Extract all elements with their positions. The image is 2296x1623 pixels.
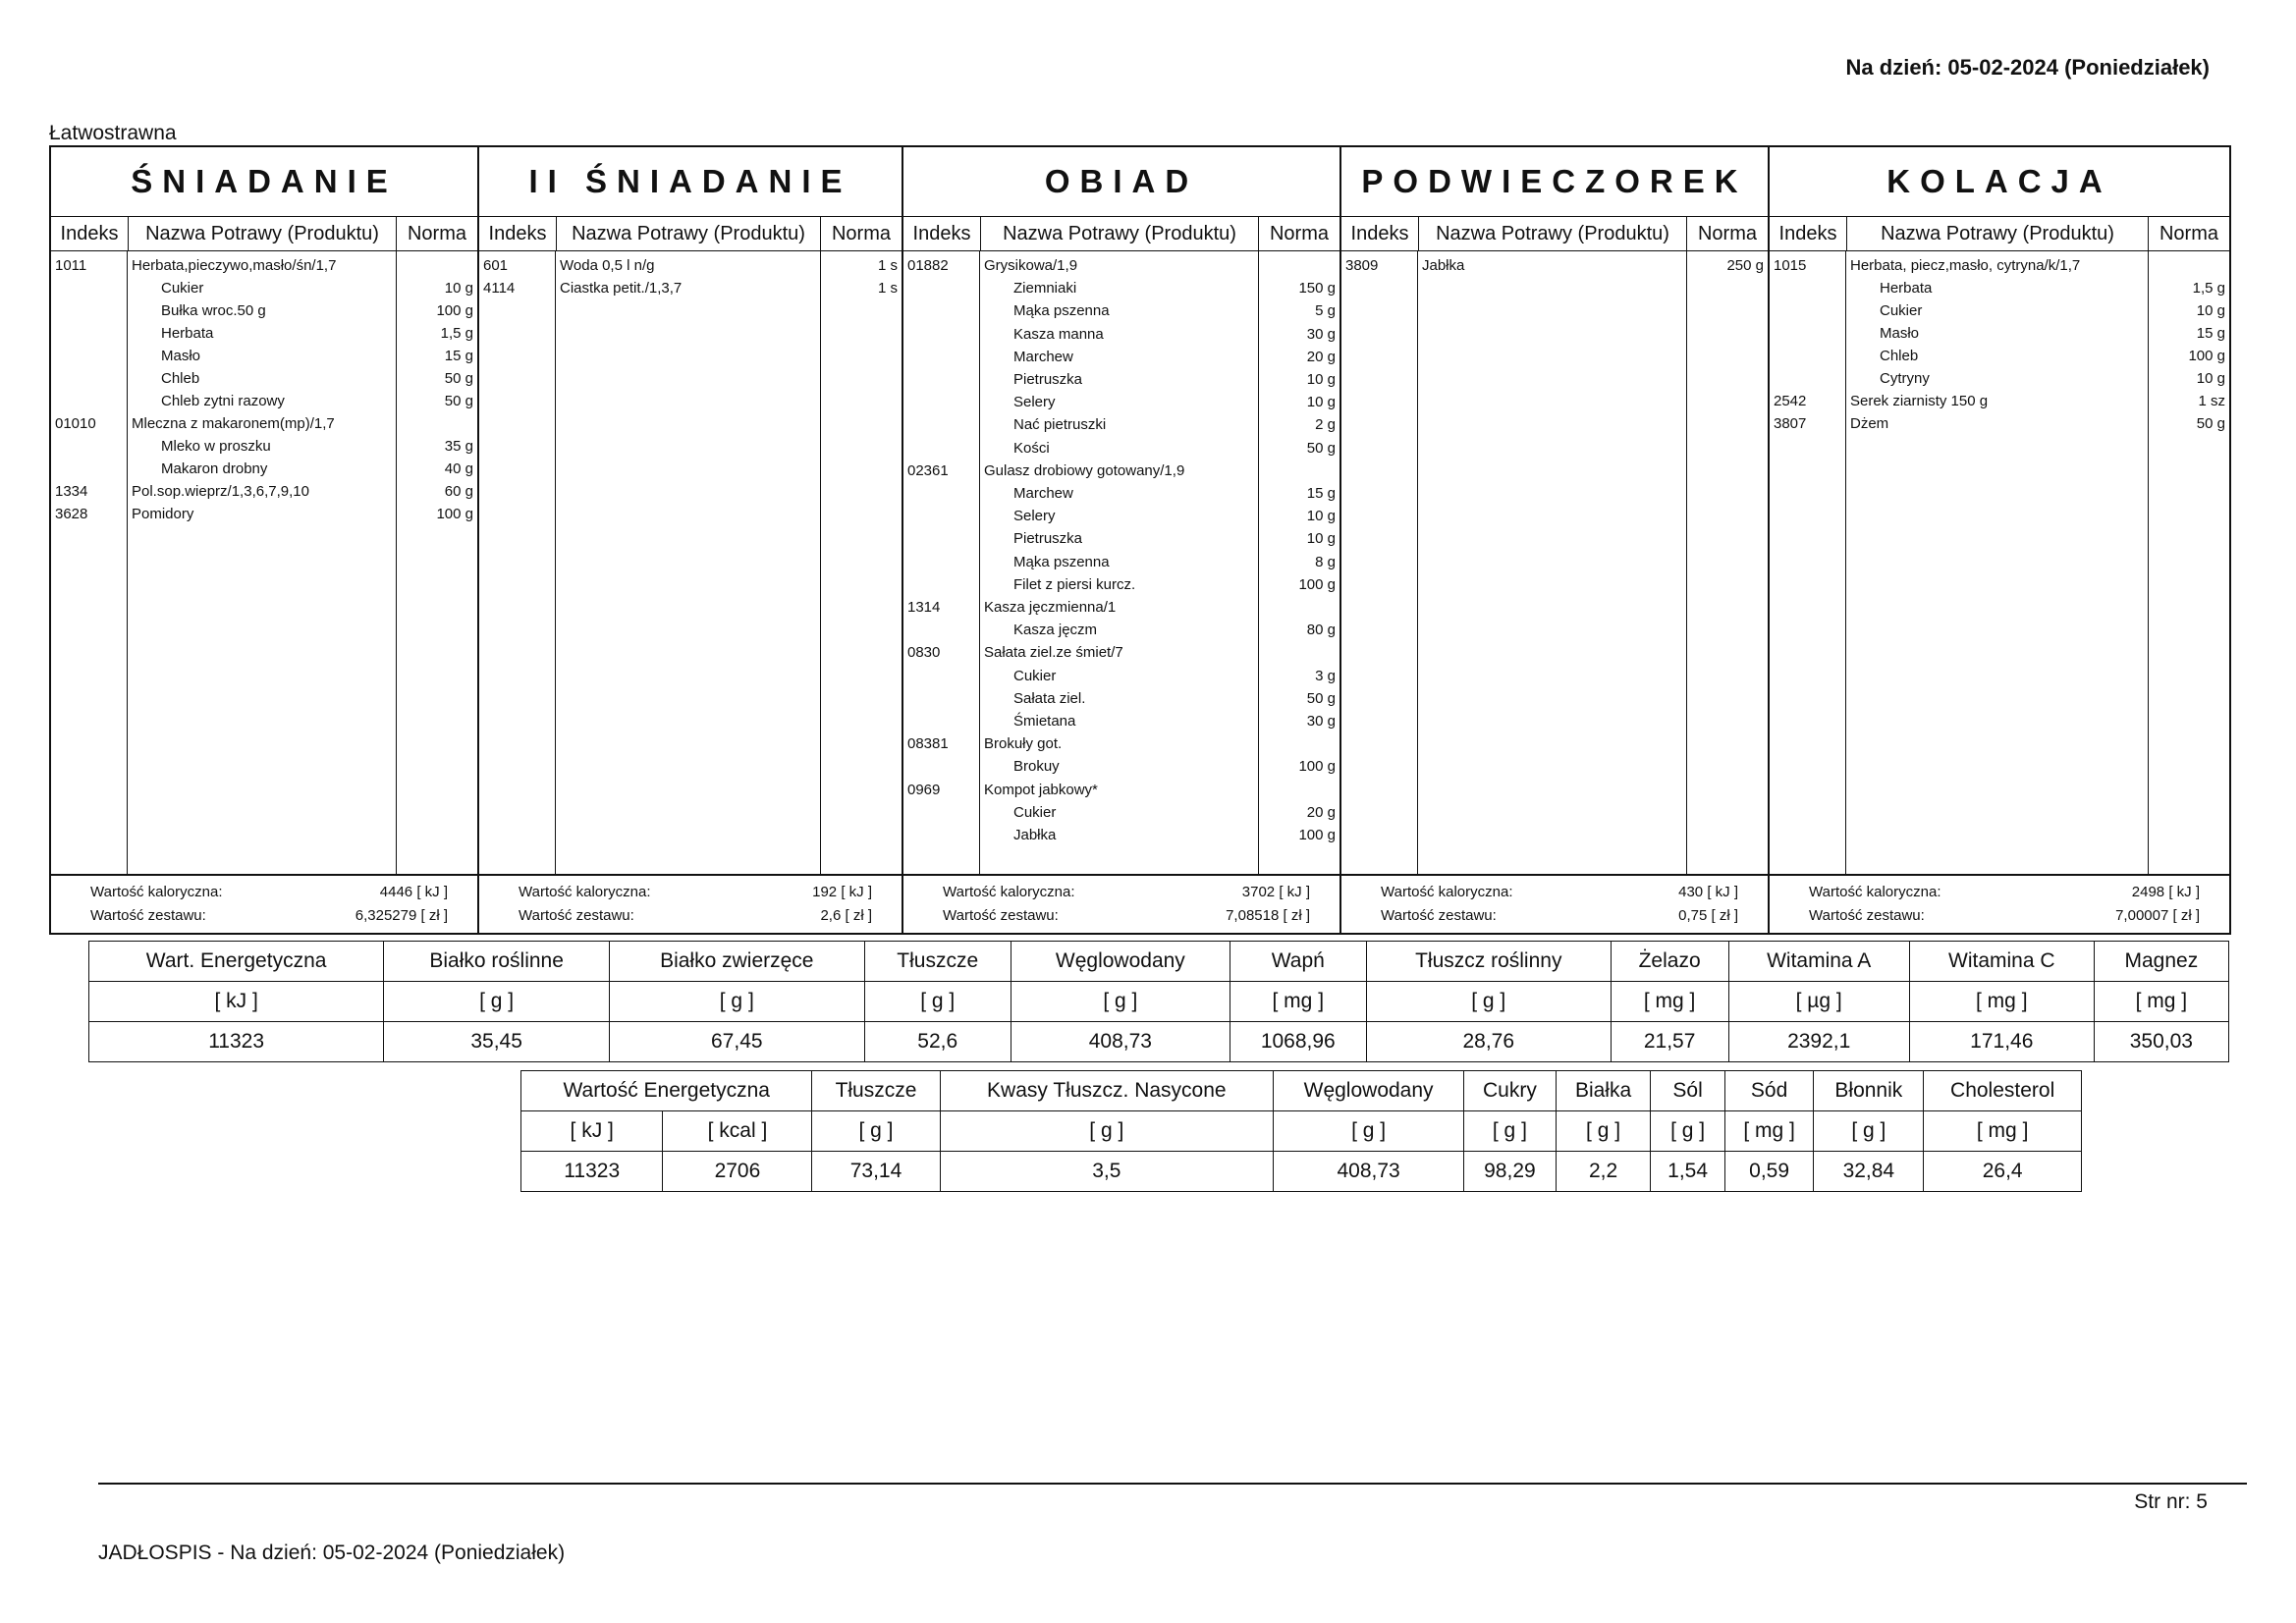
item-name: Chleb bbox=[161, 370, 200, 387]
nutrient-unit: [ g ] bbox=[1814, 1111, 1924, 1152]
cost-value: 2,6 [ zł ] bbox=[820, 907, 872, 924]
item-norm: 3 g bbox=[1315, 667, 1336, 684]
item-index: 2542 bbox=[1774, 393, 1807, 409]
nutrients-unit-row bbox=[521, 1111, 2082, 1152]
item-name: Marchew bbox=[1013, 485, 1073, 502]
cost-value: 7,08518 [ zł ] bbox=[1226, 907, 1310, 924]
nutrients-value-row bbox=[89, 1022, 2229, 1062]
item-norm: 40 g bbox=[444, 460, 473, 477]
cost-label: Wartość zestawu: bbox=[519, 907, 634, 924]
nutrient-unit: [ mg ] bbox=[1230, 982, 1366, 1022]
meal-sniadanie bbox=[51, 147, 479, 933]
nutrient-unit: [ g ] bbox=[384, 982, 610, 1022]
header-norm: Norma bbox=[2159, 222, 2218, 244]
nutrient-value: 1068,96 bbox=[1230, 1022, 1366, 1062]
meal-totals bbox=[903, 874, 1339, 933]
item-name: Pol.sop.wieprz/1,3,6,7,9,10 bbox=[132, 483, 309, 500]
item-name: Cukier bbox=[161, 280, 204, 297]
nutrient-header: Węglowodany bbox=[1274, 1071, 1464, 1111]
item-norm: 50 g bbox=[444, 370, 473, 387]
item-norm: 1,5 g bbox=[440, 325, 473, 342]
kcal-value: 2498 [ kJ ] bbox=[2131, 884, 2200, 900]
item-name: Ciastka petit./1,3,7 bbox=[560, 280, 683, 297]
header-name: Nazwa Potrawy (Produktu) bbox=[981, 217, 1259, 250]
nutrient-header: Witamina C bbox=[1909, 942, 2094, 982]
item-index: 3628 bbox=[55, 506, 88, 522]
item-norm: 100 g bbox=[2188, 348, 2225, 364]
header-norm: Norma bbox=[831, 222, 891, 244]
item-norm: 10 g bbox=[2196, 370, 2225, 387]
item-norm: 50 g bbox=[2196, 415, 2225, 432]
item-index: 01010 bbox=[55, 415, 96, 432]
nutrient-value: 98,29 bbox=[1464, 1152, 1557, 1192]
item-name: Cytryny bbox=[1880, 370, 1930, 387]
item-norm: 10 g bbox=[1306, 394, 1336, 411]
item-index: 01882 bbox=[907, 257, 949, 274]
nutrient-unit: [ g ] bbox=[1274, 1111, 1464, 1152]
item-name: Mleczna z makaronem(mp)/1,7 bbox=[132, 415, 335, 432]
item-name: Bułka wroc.50 g bbox=[161, 302, 266, 319]
item-name: Mleko w proszku bbox=[161, 438, 271, 455]
item-norm: 150 g bbox=[1298, 280, 1336, 298]
index-column bbox=[479, 251, 556, 874]
header-norm: Norma bbox=[1697, 222, 1757, 244]
meal-title: PODWIECZOREK bbox=[1341, 147, 1768, 217]
nutrient-value: 350,03 bbox=[2094, 1022, 2228, 1062]
norm-column bbox=[397, 251, 477, 874]
item-name: Herbata bbox=[161, 325, 214, 342]
item-name: Filet z piersi kurcz. bbox=[1013, 575, 1136, 593]
nutrient-unit: [ g ] bbox=[864, 982, 1011, 1022]
index-column bbox=[1341, 251, 1418, 874]
nutrient-unit: [ µg ] bbox=[1728, 982, 1909, 1022]
nutrient-value: 2706 bbox=[663, 1152, 812, 1192]
item-index: 601 bbox=[483, 257, 509, 274]
nutrient-header: Cukry bbox=[1464, 1071, 1557, 1111]
nutrients-header-row bbox=[89, 942, 2229, 982]
name-column bbox=[1846, 251, 2149, 874]
item-name: Ziemniaki bbox=[1013, 280, 1077, 298]
page-number: Str nr: 5 bbox=[2134, 1490, 2208, 1513]
nutrient-header: Witamina A bbox=[1728, 942, 1909, 982]
meal-items bbox=[479, 251, 902, 874]
kcal-value: 4446 [ kJ ] bbox=[379, 884, 448, 900]
column-headers bbox=[479, 217, 902, 251]
nutrient-unit: [ g ] bbox=[1556, 1111, 1651, 1152]
column-headers bbox=[903, 217, 1339, 251]
item-norm: 1,5 g bbox=[2192, 280, 2225, 297]
item-name: Cukier bbox=[1013, 803, 1057, 821]
item-norm: 10 g bbox=[444, 280, 473, 297]
item-name: Nać pietruszki bbox=[1013, 416, 1107, 434]
nutrient-value: 11323 bbox=[521, 1152, 663, 1192]
nutrient-header: Tłuszcze bbox=[812, 1071, 940, 1111]
item-norm: 35 g bbox=[444, 438, 473, 455]
nutrient-unit: [ mg ] bbox=[1924, 1111, 2082, 1152]
nutrient-value: 28,76 bbox=[1366, 1022, 1611, 1062]
name-column bbox=[556, 251, 821, 874]
footer-title: JADŁOSPIS - Na dzień: 05-02-2024 (Poniedziałek) bbox=[98, 1542, 566, 1564]
item-norm: 8 g bbox=[1315, 553, 1336, 570]
name-column bbox=[1418, 251, 1687, 874]
kcal-value: 430 [ kJ ] bbox=[1678, 884, 1738, 900]
item-index: 1314 bbox=[907, 599, 941, 616]
nutrient-header: Błonnik bbox=[1814, 1071, 1924, 1111]
index-column bbox=[51, 251, 128, 874]
kcal-value: 3702 [ kJ ] bbox=[1241, 884, 1310, 900]
item-norm: 100 g bbox=[1298, 758, 1336, 776]
item-norm: 15 g bbox=[1306, 485, 1336, 502]
nutrient-value: 73,14 bbox=[812, 1152, 940, 1192]
item-name: Masło bbox=[1880, 325, 1920, 342]
item-name: Kości bbox=[1013, 439, 1050, 457]
diet-name: Łatwostrawna bbox=[49, 122, 177, 144]
item-norm: 20 g bbox=[1306, 348, 1336, 365]
nutrient-header: Białko zwierzęce bbox=[610, 942, 864, 982]
index-column bbox=[903, 251, 980, 874]
item-name: Pietruszka bbox=[1013, 530, 1083, 548]
item-name: Grysikowa/1,9 bbox=[984, 257, 1078, 274]
nutrient-value: 35,45 bbox=[384, 1022, 610, 1062]
item-index: 02361 bbox=[907, 461, 949, 479]
header-index: Indeks bbox=[51, 217, 129, 250]
item-name: Kasza manna bbox=[1013, 325, 1104, 343]
cost-label: Wartość zestawu: bbox=[1809, 907, 1925, 924]
meal-title: KOLACJA bbox=[1770, 147, 2229, 217]
item-name: Kasza jęczm bbox=[1013, 622, 1098, 639]
item-name: Herbata bbox=[1880, 280, 1933, 297]
nutrient-value: 67,45 bbox=[610, 1022, 864, 1062]
norm-column bbox=[2149, 251, 2229, 874]
nutrients-table-2 bbox=[520, 1070, 2082, 1192]
column-headers bbox=[51, 217, 477, 251]
header-name: Nazwa Potrawy (Produktu) bbox=[1847, 217, 2149, 250]
meal-podwieczorek bbox=[1341, 147, 1770, 933]
item-name: Dżem bbox=[1850, 415, 1889, 432]
cost-value: 7,00007 [ zł ] bbox=[2115, 907, 2200, 924]
item-index: 3807 bbox=[1774, 415, 1807, 432]
nutrient-unit: [ mg ] bbox=[1909, 982, 2094, 1022]
nutrient-value: 26,4 bbox=[1924, 1152, 2082, 1192]
item-name: Chleb bbox=[1880, 348, 1919, 364]
cost-value: 6,325279 [ zł ] bbox=[355, 907, 448, 924]
nutrient-unit: [ g ] bbox=[610, 982, 864, 1022]
item-name: Jabłka bbox=[1013, 827, 1057, 843]
item-norm: 100 g bbox=[436, 506, 473, 522]
menu-table bbox=[49, 145, 2231, 935]
nutrient-header: Żelazo bbox=[1611, 942, 1728, 982]
item-index: 08381 bbox=[907, 735, 949, 753]
nutrient-header: Tłuszcz roślinny bbox=[1366, 942, 1611, 982]
meal-totals bbox=[1341, 874, 1768, 933]
item-norm: 30 g bbox=[1306, 325, 1336, 343]
nutrient-value: 2,2 bbox=[1556, 1152, 1651, 1192]
meal-title: II ŚNIADANIE bbox=[479, 147, 902, 217]
item-index: 1011 bbox=[55, 257, 87, 274]
item-name: Kompot jabkowy* bbox=[984, 781, 1098, 798]
item-index: 3809 bbox=[1345, 257, 1379, 274]
item-name: Herbata, piecz,masło, cytryna/k/1,7 bbox=[1850, 257, 2081, 274]
meal-totals bbox=[1770, 874, 2229, 933]
name-column bbox=[980, 251, 1259, 874]
meal-items bbox=[903, 251, 1339, 874]
meal-totals bbox=[479, 874, 902, 933]
report-date: Na dzień: 05-02-2024 (Poniedziałek) bbox=[1845, 55, 2210, 80]
nutrient-value: 171,46 bbox=[1909, 1022, 2094, 1062]
nutrient-value: 3,5 bbox=[940, 1152, 1274, 1192]
footer-divider bbox=[98, 1483, 2247, 1485]
nutrient-unit: [ mg ] bbox=[2094, 982, 2228, 1022]
norm-column bbox=[1687, 251, 1768, 874]
nutrient-unit: [ g ] bbox=[1011, 982, 1230, 1022]
item-name: Brokuy bbox=[1013, 758, 1060, 776]
item-name: Śmietana bbox=[1013, 713, 1076, 730]
item-name: Mąka pszenna bbox=[1013, 302, 1110, 320]
nutrient-value: 32,84 bbox=[1814, 1152, 1924, 1192]
meal-title: OBIAD bbox=[903, 147, 1339, 217]
meal-items bbox=[1341, 251, 1768, 874]
item-norm: 15 g bbox=[2196, 325, 2225, 342]
nutrient-unit: [ g ] bbox=[940, 1111, 1274, 1152]
item-norm: 1 s bbox=[877, 257, 898, 274]
nutrient-unit: [ g ] bbox=[812, 1111, 940, 1152]
item-name: Herbata,pieczywo,masło/śn/1,7 bbox=[132, 257, 337, 274]
item-name: Mąka pszenna bbox=[1013, 553, 1110, 570]
item-name: Selery bbox=[1013, 508, 1056, 525]
nutrients-header-row bbox=[521, 1071, 2082, 1111]
meal-obiad bbox=[903, 147, 1341, 933]
cost-label: Wartość zestawu: bbox=[1381, 907, 1497, 924]
item-norm: 30 g bbox=[1306, 713, 1336, 730]
item-norm: 2 g bbox=[1315, 416, 1336, 434]
item-norm: 60 g bbox=[444, 483, 473, 500]
header-norm: Norma bbox=[1269, 222, 1329, 244]
meal-kolacja bbox=[1770, 147, 2229, 933]
nutrient-unit: [ mg ] bbox=[1724, 1111, 1814, 1152]
item-index: 1334 bbox=[55, 483, 88, 500]
kcal-label: Wartość kaloryczna: bbox=[1381, 884, 1513, 900]
kcal-value: 192 [ kJ ] bbox=[812, 884, 872, 900]
item-index: 0969 bbox=[907, 781, 941, 798]
item-name: Brokuły got. bbox=[984, 735, 1063, 753]
nutrient-header: Wartość Energetyczna bbox=[521, 1071, 812, 1111]
nutrient-header: Magnez bbox=[2094, 942, 2228, 982]
nutrient-unit: [ kcal ] bbox=[663, 1111, 812, 1152]
nutrient-value: 11323 bbox=[89, 1022, 384, 1062]
item-name: Makaron drobny bbox=[161, 460, 268, 477]
item-name: Serek ziarnisty 150 g bbox=[1850, 393, 1989, 409]
item-norm: 100 g bbox=[1298, 827, 1336, 843]
cost-label: Wartość zestawu: bbox=[90, 907, 206, 924]
item-norm: 10 g bbox=[2196, 302, 2225, 319]
item-norm: 250 g bbox=[1726, 257, 1764, 274]
item-norm: 5 g bbox=[1315, 302, 1336, 320]
column-headers bbox=[1341, 217, 1768, 251]
item-norm: 10 g bbox=[1306, 530, 1336, 548]
kcal-label: Wartość kaloryczna: bbox=[519, 884, 651, 900]
item-name: Sałata ziel.ze śmiet/7 bbox=[984, 644, 1123, 662]
meal-ii-sniadanie bbox=[479, 147, 903, 933]
nutrients-table-1 bbox=[88, 941, 2229, 1062]
nutrient-unit: [ kJ ] bbox=[521, 1111, 663, 1152]
item-name: Woda 0,5 l n/g bbox=[560, 257, 655, 274]
nutrient-unit: [ mg ] bbox=[1611, 982, 1728, 1022]
item-norm: 10 g bbox=[1306, 508, 1336, 525]
header-name: Nazwa Potrawy (Produktu) bbox=[557, 217, 821, 250]
header-name: Nazwa Potrawy (Produktu) bbox=[129, 217, 397, 250]
kcal-label: Wartość kaloryczna: bbox=[1809, 884, 1941, 900]
nutrient-value: 408,73 bbox=[1011, 1022, 1230, 1062]
header-norm: Norma bbox=[407, 222, 466, 244]
header-index: Indeks bbox=[1770, 217, 1847, 250]
cost-label: Wartość zestawu: bbox=[943, 907, 1059, 924]
nutrients-value-row bbox=[521, 1152, 2082, 1192]
name-column bbox=[128, 251, 397, 874]
item-norm: 15 g bbox=[444, 348, 473, 364]
item-norm: 80 g bbox=[1306, 622, 1336, 639]
item-index: 0830 bbox=[907, 644, 941, 662]
nutrient-header: Sód bbox=[1724, 1071, 1814, 1111]
header-name: Nazwa Potrawy (Produktu) bbox=[1419, 217, 1687, 250]
norm-column bbox=[821, 251, 902, 874]
item-norm: 1 sz bbox=[2198, 393, 2225, 409]
nutrient-unit: [ kJ ] bbox=[89, 982, 384, 1022]
column-headers bbox=[1770, 217, 2229, 251]
nutrient-header: Tłuszcze bbox=[864, 942, 1011, 982]
nutrient-header: Sól bbox=[1651, 1071, 1724, 1111]
nutrient-header: Kwasy Tłuszcz. Nasycone bbox=[940, 1071, 1274, 1111]
item-name: Pietruszka bbox=[1013, 371, 1083, 388]
meal-totals bbox=[51, 874, 477, 933]
header-index: Indeks bbox=[1341, 217, 1419, 250]
meal-title: ŚNIADANIE bbox=[51, 147, 477, 217]
meal-items bbox=[1770, 251, 2229, 874]
item-name: Masło bbox=[161, 348, 201, 364]
item-norm: 20 g bbox=[1306, 803, 1336, 821]
nutrient-header: Wart. Energetyczna bbox=[89, 942, 384, 982]
nutrient-header: Cholesterol bbox=[1924, 1071, 2082, 1111]
nutrient-unit: [ g ] bbox=[1464, 1111, 1557, 1152]
item-name: Chleb zytni razowy bbox=[161, 393, 285, 409]
nutrient-header: Węglowodany bbox=[1011, 942, 1230, 982]
nutrient-header: Wapń bbox=[1230, 942, 1366, 982]
nutrient-value: 1,54 bbox=[1651, 1152, 1724, 1192]
item-name: Selery bbox=[1013, 394, 1056, 411]
nutrient-unit: [ g ] bbox=[1366, 982, 1611, 1022]
nutrient-unit: [ g ] bbox=[1651, 1111, 1724, 1152]
nutrients-unit-row bbox=[89, 982, 2229, 1022]
nutrient-value: 2392,1 bbox=[1728, 1022, 1909, 1062]
header-index: Indeks bbox=[479, 217, 557, 250]
item-name: Gulasz drobiowy gotowany/1,9 bbox=[984, 461, 1185, 479]
cost-value: 0,75 [ zł ] bbox=[1678, 907, 1738, 924]
item-index: 1015 bbox=[1774, 257, 1807, 274]
item-name: Kasza jęczmienna/1 bbox=[984, 599, 1117, 616]
header-index: Indeks bbox=[903, 217, 981, 250]
item-name: Cukier bbox=[1013, 667, 1057, 684]
meal-items bbox=[51, 251, 477, 874]
item-norm: 100 g bbox=[436, 302, 473, 319]
item-index: 4114 bbox=[483, 280, 516, 297]
item-norm: 50 g bbox=[1306, 689, 1336, 707]
nutrient-header: Białka bbox=[1556, 1071, 1651, 1111]
item-name: Sałata ziel. bbox=[1013, 689, 1086, 707]
item-norm: 10 g bbox=[1306, 371, 1336, 388]
nutrient-value: 0,59 bbox=[1724, 1152, 1814, 1192]
item-norm: 50 g bbox=[444, 393, 473, 409]
nutrient-header: Białko roślinne bbox=[384, 942, 610, 982]
item-name: Jabłka bbox=[1422, 257, 1465, 274]
item-norm: 1 s bbox=[877, 280, 898, 297]
item-name: Cukier bbox=[1880, 302, 1923, 319]
item-norm: 50 g bbox=[1306, 439, 1336, 457]
norm-column bbox=[1259, 251, 1339, 874]
index-column bbox=[1770, 251, 1846, 874]
item-name: Pomidory bbox=[132, 506, 194, 522]
nutrient-value: 408,73 bbox=[1274, 1152, 1464, 1192]
item-name: Marchew bbox=[1013, 348, 1073, 365]
nutrient-value: 52,6 bbox=[864, 1022, 1011, 1062]
kcal-label: Wartość kaloryczna: bbox=[943, 884, 1075, 900]
nutrient-value: 21,57 bbox=[1611, 1022, 1728, 1062]
kcal-label: Wartość kaloryczna: bbox=[90, 884, 223, 900]
item-norm: 100 g bbox=[1298, 575, 1336, 593]
